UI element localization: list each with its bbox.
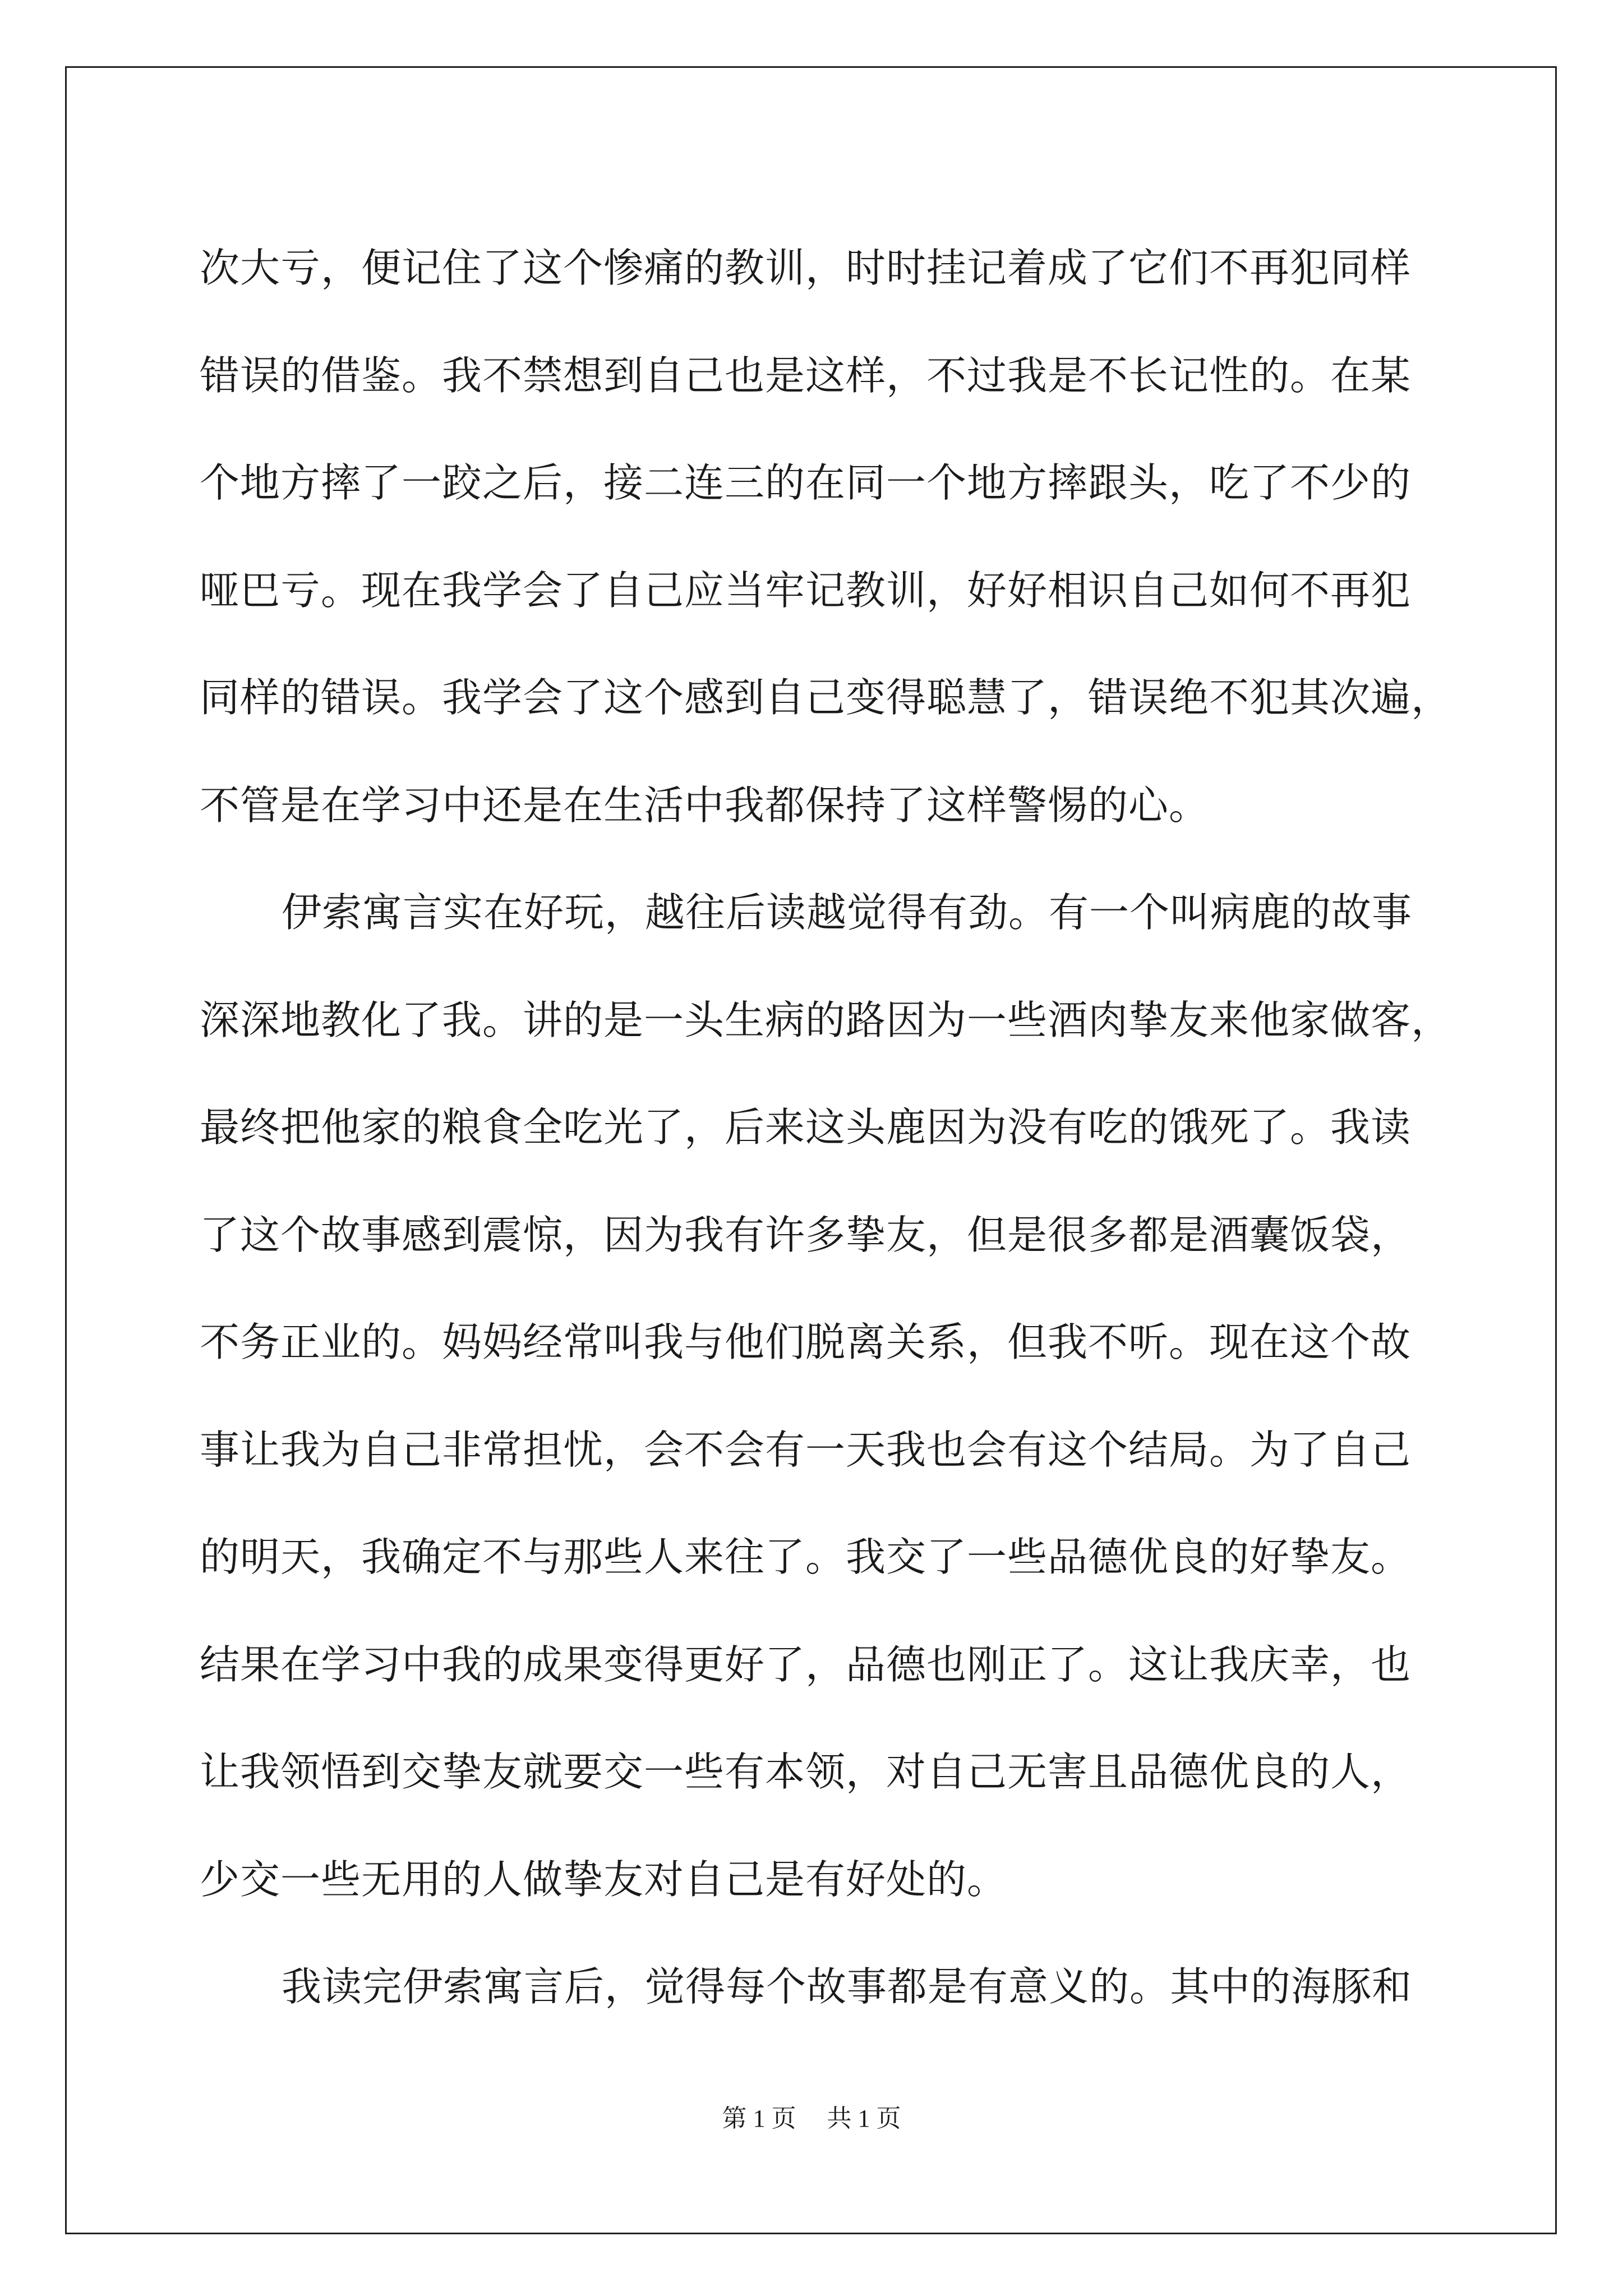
text-line: 少交一些无用的人做挚友对自己是有好处的。 (200, 1856, 1008, 1903)
paragraph-start-line: 伊索寓言实在好玩，越往后读越觉得有劲。有一个叫病鹿的故事 (282, 889, 1413, 936)
document-body (200, 214, 1456, 2041)
text-line: 不管是在学习中还是在生活中我都保持了这样警惕的心。 (200, 781, 1210, 829)
text-line: 最终把他家的粮食全吃光了，后来这头鹿因为没有吃的饿死了。我读 (200, 1104, 1412, 1151)
text-line: 哑巴亏。现在我学会了自己应当牢记教训，好好相识自己如何不再犯 (200, 567, 1412, 614)
text-line: 同样的错误。我学会了这个感到自己变得聪慧了，错误绝不犯其次遍， (200, 674, 1452, 721)
text-line: 深深地教化了我。讲的是一头生病的路因为一些酒肉挚友来他家做客， (200, 996, 1452, 1043)
text-line: 的明天，我确定不与那些人来往了。我交了一些品德优良的好挚友。 (200, 1534, 1412, 1580)
text-line: 不务正业的。妈妈经常叫我与他们脱离关系，但我不听。现在这个故 (200, 1319, 1412, 1365)
paragraph-start-line: 我读完伊索寓言后，觉得每个故事都是有意义的。其中的海豚和 (282, 1963, 1413, 2010)
text-line: 了这个故事感到震惊，因为我有许多挚友，但是很多都是酒囊饭袋， (200, 1211, 1412, 1258)
text-line: 让我领悟到交挚友就要交一些有本领，对自己无害且品德优良的人， (200, 1749, 1412, 1795)
text-line: 次大亏，便记住了这个惨痛的教训，时时挂记着成了它们不再犯同样 (200, 245, 1412, 291)
text-line: 错误的借鉴。我不禁想到自己也是这样，不过我是不长记性的。在某 (200, 352, 1412, 399)
page-number-footer: 第 1 页 共 1 页 (722, 2105, 901, 2132)
text-line: 个地方摔了一跤之后，接二连三的在同一个地方摔跟头，吃了不少的 (200, 459, 1412, 506)
text-line: 结果在学习中我的成果变得更好了，品德也刚正了。这让我庆幸，也 (200, 1641, 1412, 1688)
text-line: 事让我为自己非常担忧，会不会有一天我也会有这个结局。为了自己 (200, 1426, 1412, 1473)
